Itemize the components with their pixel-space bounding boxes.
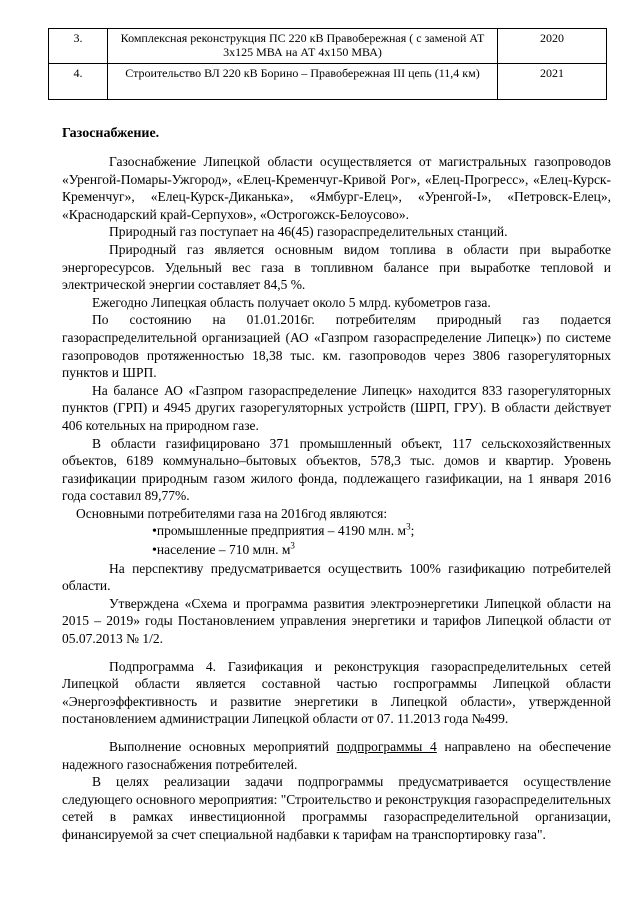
bullet-icon: • — [152, 543, 157, 559]
paragraph — [62, 738, 611, 773]
paragraph: На балансе АО «Газпром газораспределение Липецк» находится 833 газорегуляторных пунктов (ГРП) и 4945 других газорегуляторных устройств (ШРП, ГРУ). В области действует 406 котельных на природном газе. — [62, 382, 611, 433]
projects-table — [48, 28, 607, 100]
section-heading: Газоснабжение. — [62, 126, 160, 141]
paragraph: На перспективу предусматривается осуществить 100% газификацию потребителей области. — [62, 560, 611, 594]
table-cell-year: 2021 — [498, 64, 607, 100]
paragraph: Подпрограмма 4. Газификация и реконструкция газораспределительных сетей Липецкой области является составной частью госпрограммы Липецкой области «Энергоэффективность и развитие энергетики в Липецкой области», утвержденной постановлением администрации Липецкой области от 07. 11.2013 года №499. — [62, 658, 611, 727]
paragraph: Ежегодно Липецкая область получает около 5 млрд. кубометров газа. — [92, 294, 491, 310]
paragraph: Природный газ является основным видом топлива в области при выработке энергоресурсов. Удельный вес газа в топливном балансе при выработке тепловой и электрической энергии составляет 84,5 %. — [62, 241, 611, 293]
paragraph: По состоянию на 01.01.2016г. потребителям природный газ подается газораспределительной организацией (АО «Газпром газораспределение Липецк») по системе газопроводов протяженностью 18,38 тыс. км. газопроводов через 3806 газорегуляторных пунктов и ШРП. — [62, 312, 611, 381]
subprogram-link[interactable]: подпрограммы 4 — [336, 739, 437, 754]
table-cell-num: 4. — [49, 64, 108, 100]
paragraph: Основными потребителями газа на 2016год являются: — [76, 505, 388, 521]
list-item-text: население – 710 млн. м — [156, 542, 291, 558]
superscript: 3 — [290, 540, 295, 551]
paragraph: Газоснабжение Липецкой области осуществляется от магистральных газопроводов «Уренгой-Помары-Ужгород», «Елец-Кременчуг-Кривой Рог», «Елец-Прогресс», «Елец-Курск-Кременчуг», «Елец-Курск-Диканька», «Ямбург-Елец», «Уренгой-I», «Петровск-Елец», «Краснодарский край-Серпухов», «Острогожск-Белоусово». — [62, 154, 611, 222]
table-cell-year: 2020 — [498, 29, 607, 64]
paragraph: Природный газ поступает на 46(45) газораспределительных станций. — [109, 224, 508, 240]
paragraph-text: направлено на обеспечение надежного газоснабжения потребителей. — [62, 739, 611, 772]
table-cell-name: Строительство ВЛ 220 кВ Борино – Правобережная III цепь (11,4 км) — [108, 64, 498, 100]
list-item — [152, 541, 611, 560]
table-row — [49, 64, 607, 100]
list-item-text: промышленные предприятия – 4190 млн. м — [156, 523, 407, 539]
table-row — [49, 29, 607, 64]
document-body — [62, 153, 611, 844]
list-item — [152, 522, 611, 541]
paragraph: В целях реализации задачи подпрограммы предусматривается осуществление следующего основного мероприятия: "Строительство и реконструкция газораспределительных сетей в рамках инвестиционной программы газораспределительной организации, финансируемой за счет специальной надбавки к тарифам на транспортировку газа". — [62, 774, 611, 842]
table-cell-name: Комплексная реконструкция ПС 220 кВ Правобережная ( с заменой АТ 3х125 МВА на АТ 4х150 МВА) — [108, 29, 498, 64]
paragraph: Утверждена «Схема и программа развития электроэнергетики Липецкой области на 2015 – 2019» годы Постановлением управления энергетики и тарифов Липецкой области от 05.07.2013 № 1/2. — [62, 595, 611, 647]
paragraph-text: Выполнение основных мероприятий — [109, 739, 337, 754]
paragraph: В области газифицировано 371 промышленный объект, 117 сельскохозяйственных объектов, 6189 коммунально–бытовых объектов, 578,3 тыс. домов и квартир. Уровень газификации природным газом жилого фонда, подлежащего газификации, на 1 января 2016 года составил 89,77%. — [62, 435, 611, 504]
list-item-tail: ; — [410, 523, 415, 539]
table-cell-num: 3. — [49, 29, 108, 64]
bullet-icon: • — [152, 524, 157, 540]
superscript: 3 — [406, 521, 411, 532]
